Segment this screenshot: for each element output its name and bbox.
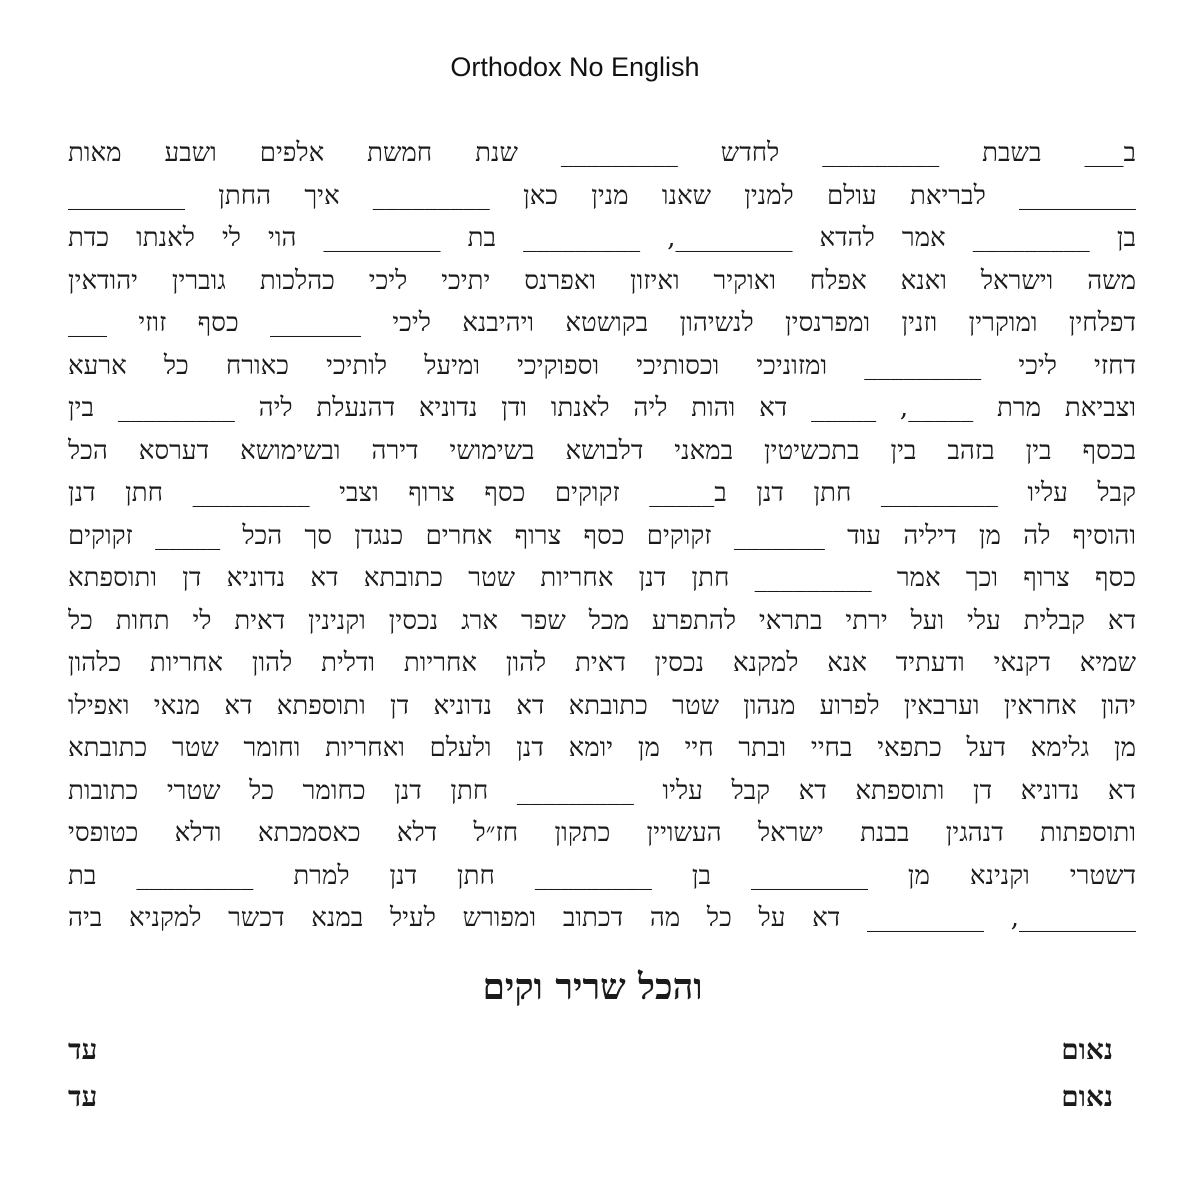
text-line: והוסיף לה מן דיליה עוד _______ זקוקים כסף צרוף אחרים כנגדן סך הכל _____ זקוקים [68, 520, 1136, 551]
text-line: דא קבלית עלי ועל ירתי בתראי להתפרע מכל שפר ארג נכסין וקנינין דאית לי תחות כל [68, 605, 1136, 636]
witness-label: עד [68, 1033, 98, 1066]
text-line: דחזי ליכי _________ ומזוניכי וכסותיכי וספוקיכי ומיעל לותיכי כאורח כל ארעא [68, 350, 1136, 381]
text-line: ב___ בשבת _________ לחדש _________ שנת חמשת אלפים ושבע מאות [68, 138, 1136, 168]
text-line: וצביאת מרת _____, _____ דא והות ליה לאנתו ודן נדוניא דהנעלת ליה _________ בין [68, 393, 1136, 423]
text-line: שמיא דקנאי ודעתיד אנא למקנא נכסין דאית להון אחריות ודלית להון אחריות כלהון [68, 648, 1136, 678]
text-line: _________, _________ דא על כל מה דכתוב ומפורש לעיל במנא דכשר למקניא ביה [68, 903, 1136, 933]
text-line: קבל עליו _________ חתן דנן ב_____ זקוקים כסף צרוף וצבי _________ חתן דנן [68, 478, 1136, 508]
ketubah-text [68, 132, 1136, 940]
text-line: מן גלימא דעל כתפאי בחיי ובתר חיי מן יומא דנן ולעלם ואחריות וחומר שטר כתובתא [68, 733, 1136, 763]
text-line: כסף צרוף וכך אמר _________ חתן דנן אחריות שטר כתובתא דא נדוניא דן ותוספתא [68, 563, 1136, 593]
signature-row [68, 1080, 1113, 1114]
signature-row [68, 1033, 1113, 1067]
closing-phrase: והכל שריר וקים [482, 966, 703, 1008]
text-line: דפלחין ומוקרין וזנין ומפרנסין לנשיהון בקושטא ויהיבנא ליכי _______ כסף זוזי ___ [68, 308, 1136, 338]
text-line: ותוספתות דנהגין בבנת ישראל העשויין כתקון חז״ל דלא כאסמכתא ודלא כטופסי [68, 818, 1136, 848]
text-line: דא נדוניא דן ותוספתא דא קבל עליו _________ חתן דנן כחומר כל שטרי כתובות [68, 775, 1136, 806]
text-line: _________ לבריאת עולם למנין שאנו מנין כאן _________ איך החתן _________ [68, 180, 1136, 211]
witness-label: עד [68, 1080, 98, 1113]
text-line: דשטרי וקנינא מן _________ בן _________ חתן דנן למרת _________ בת [68, 860, 1136, 891]
page-title: Orthodox No English [450, 52, 700, 82]
text-line: יהון אחראין וערבאין לפרוע מנהון שטר כתובתא דא נדוניא דן ותוספתא דא מנאי ואפילו [68, 690, 1136, 721]
name-label: נאום [1061, 1080, 1113, 1113]
text-line: בן _________ אמר להדא _________, _________ בת _________ הוי לי לאנתו כדת [68, 223, 1136, 253]
text-line: משה וישראל ואנא אפלח ואוקיר ואיזון ואפרנס יתיכי ליכי כהלכות גוברין יהודאין [68, 265, 1136, 296]
name-label: נאום [1061, 1033, 1113, 1066]
text-line: בכסף בין בזהב בין בתכשיטין במאני דלבושא בשימושי דירה ובשימושא דערסא הכל [68, 435, 1136, 466]
